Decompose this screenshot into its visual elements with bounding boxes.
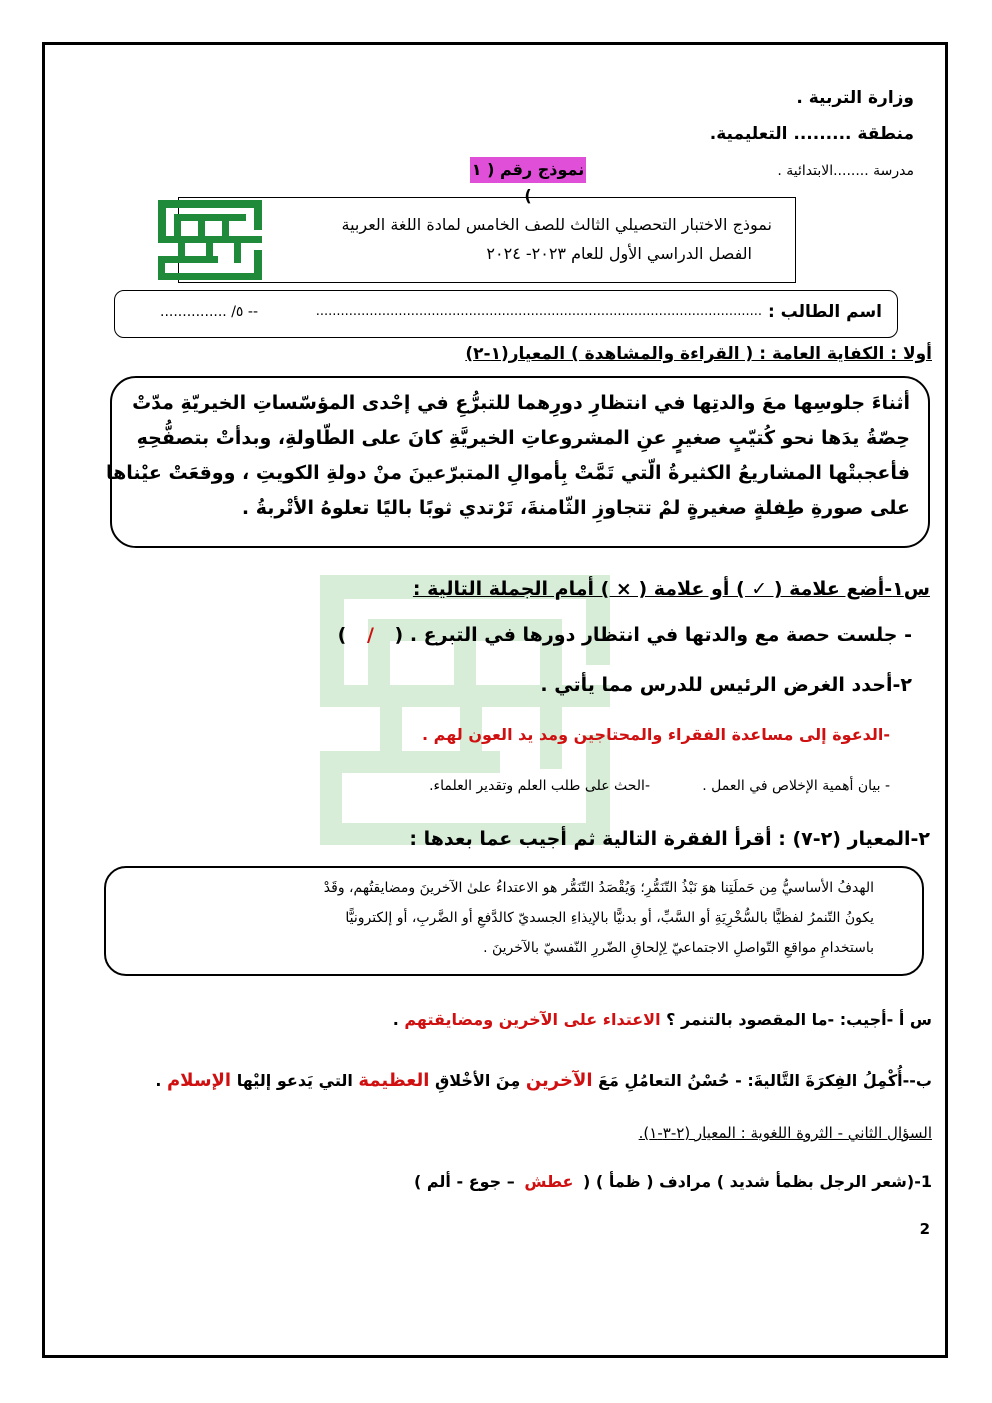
question-a-answer[interactable]: الاعتداء على الآخرين ومضايقتهم (404, 1010, 661, 1029)
exam-term: الفصل الدراسي الأول للعام ٢٠٢٣- ٢٠٢٤ (486, 244, 752, 263)
reading-line-2: حِصّةُ يدَها نحو كُتيّبٍ صغيرٍ عنِ المشروعاتِ الخيريَّةِ كانَ على الطّاولةِ، وبدأتْ بتصفُّحِهِ (136, 427, 910, 449)
question-b-answer-3[interactable]: الإسلام (166, 1070, 232, 1091)
question-b-answer-1[interactable]: الآخرين (525, 1070, 593, 1091)
kufic-logo-icon (158, 200, 262, 280)
section2-q1-rest: – جوع - ألم ) (413, 1172, 515, 1191)
q2-option-2[interactable]: - بيان أهمية الإخلاص في العمل . (702, 778, 890, 794)
q1-heading: س١-أضع علامة ( ✓ ) أو علامة ( × ) أمام الجملة التالية : (412, 578, 930, 600)
question-a-end: . (392, 1010, 399, 1029)
ministry-label: وزارة التربية . (796, 88, 914, 108)
q2-option-1[interactable]: -الدعوة إلى مساعدة الفقراء والمحتاجين ومد يد العون لهم . (422, 725, 890, 744)
question-b (155, 1070, 932, 1091)
question-b-mid-1: مِنَ الأخْلاقِ (434, 1071, 521, 1090)
exam-title: نموذج الاختبار التحصيلي الثالث للصف الخامس لمادة اللغة العربية (341, 215, 772, 234)
section2-q1-text: 1-(شعر الرجل بظمأ شديد ) مرادف ( ظمأ ) ( (583, 1172, 932, 1191)
section2-heading: السؤال الثاني - الثروة اللغوية : المعيار (٢-٣-١). (638, 1124, 932, 1142)
q1-statement: - جلست حصة مع والدتها في انتظار دورها في التبرع (423, 624, 912, 646)
score-field[interactable]: ............... /٥ -- (160, 304, 259, 320)
paragraph-line-3: باستخدامِ مواقعِ التّواصلِ الاجتماعيّ لِإلحاقِ الضّررِ النّفسيّ بالآخرينَ . (483, 940, 874, 956)
title-box (178, 197, 796, 283)
reading-line-4: على صورةِ طِفلةٍ صغيرةٍ لمْ تتجاوزِ الثّامنةَ، تَرْتدي ثوبًا باليًا تعلوهُ الأتْربةُ . (241, 497, 910, 519)
question-b-answer-2[interactable]: العظيمة (358, 1070, 430, 1091)
q1-statement-row (338, 624, 912, 646)
q1-paren-open: . ( (394, 624, 418, 646)
section2-q1 (414, 1172, 932, 1191)
question-b-text: ب--أُكْمِلُ الفِكرَةَ التَّاليةَ: - حُسْنُ التعامُلِ مَعَ (598, 1071, 932, 1090)
watermark-logo-icon (320, 575, 610, 845)
q2-heading: ٢-أحدد الغرض الرئيس للدرس مما يأتي . (540, 674, 912, 696)
section2-q1-answer[interactable]: عطش (524, 1172, 574, 1191)
q1-paren-close: ) (337, 624, 347, 646)
paragraph-line-1: الهدفُ الأساسيُّ مِن حَملَتِنا هوَ نَبْذُ التّنَمُّرِ؛ وَيُقْصَدُ التّنَمُّر هو الاعتداءُ علىٰ الآخرينَ ومضايقتُهم، وقَدْ (323, 880, 874, 896)
district-label: منطقة ......... التعليمية. (709, 124, 914, 144)
paragraph-line-2: يكونُ التّنمرُ لفظيًّا بالسُّخْرِيَةِ أو السَّبِّ، أو بدنيًّا بالإيذاءِ الجسديّ كالدَّفعِ أو الضَّربِ، أو إلكترونيًّا (345, 910, 874, 926)
model-number-tag: نموذج رقم ( ١ ) (470, 157, 586, 183)
student-name-field[interactable]: ............................................................................................................ (315, 304, 762, 319)
q3-heading: ٢-المعيار (٢-٧) : أقرأ الفقرة التالية ثم أجيب عما بعدها : (409, 828, 930, 850)
student-name-label: اسم الطالب : (767, 302, 882, 322)
q1-answer-mark[interactable]: / (366, 624, 374, 646)
question-a (393, 1010, 932, 1029)
page-number: 2 (919, 1220, 930, 1238)
school-label: مدرسة ........الابتدائية . (777, 163, 914, 179)
question-b-mid-2: التي يَدعو إليْها (236, 1071, 353, 1090)
question-a-text: س أ -أجيب: -ما المقصود بالتنمر ؟ (666, 1010, 932, 1029)
q2-option-3[interactable]: -الحث على طلب العلم وتقدير العلماء. (429, 778, 650, 794)
reading-line-3: فأعجبتْها المشاريعُ الكثيرةُ الّتي تَمَّتْ بِأموالِ المتبرّعينَ منْ دولةِ الكويتِ ، ووقعَتْ عيْناها (105, 462, 910, 484)
section1-heading: أولا : الكفاية العامة : ( القراءة والمشاهدة ) المعيار(١-٢) (465, 344, 932, 364)
question-b-end: . (155, 1071, 162, 1090)
reading-line-1: أثناءَ جلوسِها معَ والدتِها في انتظارِ دورِهما للتبرُّعِ في إحْدى المؤسّساتِ الخيريّةِ مدّتْ (132, 392, 910, 414)
